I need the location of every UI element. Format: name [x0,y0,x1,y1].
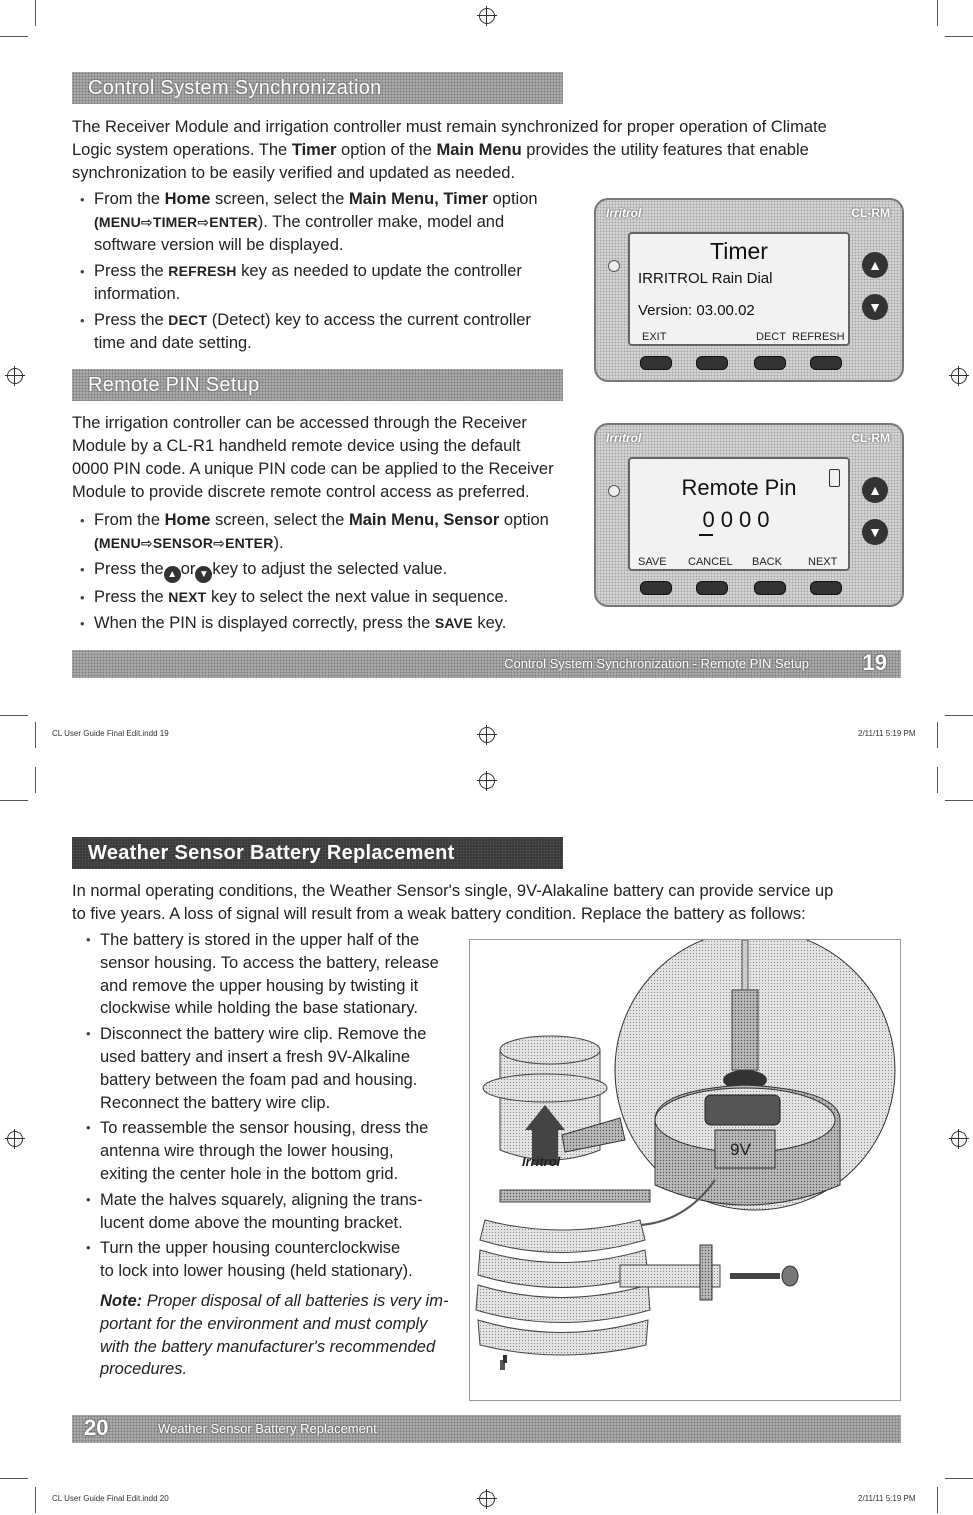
list-item: • When the PIN is displayed correctly, press the SAVE key. [72,612,592,635]
receiver-module-device [594,423,904,607]
softkey-label: NEXT [808,556,838,568]
status-led-icon [608,485,620,497]
crop-mark [937,767,938,793]
registration-mark-icon [7,1131,23,1147]
model-label: CL-RM [851,206,890,220]
screen-line: IRRITROL Rain Dial [638,270,773,287]
crop-mark [937,0,938,26]
softkey-label: EXIT [642,331,667,343]
slug-file: CL User Guide Final Edit.indd 19 [52,729,169,738]
list-item: • From the Home screen, select the Main Menu, Timer option (MENU⇨TIMER⇨ENTER). The controller make, model and software version will be displayed. [72,188,572,257]
screen-title: Remote Pin [681,475,797,500]
crop-mark [35,722,36,748]
instruction-list [72,509,592,638]
lcd-screen [628,457,850,571]
softkey-label: CANCEL [688,556,733,568]
section-heading: Remote PIN Setup [72,369,563,401]
list-item: • Mate the halves squarely, aligning the trans- lucent dome above the mounting bracket. [78,1189,463,1235]
registration-mark-icon [479,1491,495,1507]
footer-label: Weather Sensor Battery Replacement [158,1421,377,1436]
list-item: • Press the DECT (Detect) key to access the current controller time and date setting. [72,309,572,355]
softkey-button[interactable] [696,356,728,370]
screen-line: Version: 03.00.02 [638,302,755,319]
registration-mark-icon [479,8,495,24]
crop-mark [35,1487,36,1513]
softkey-exit-button[interactable] [640,356,672,370]
registration-mark-icon [951,1131,967,1147]
note: Note: Proper disposal of all batteries is very im- portant for the environment and must comply with the battery manufacturer's recommended procedures. [100,1292,449,1379]
crop-mark [0,1478,28,1479]
softkey-dect-button[interactable] [754,356,786,370]
softkey-back-button[interactable] [754,581,786,595]
down-arrow-button[interactable]: ▼ [862,519,888,545]
up-arrow-button[interactable]: ▲ [862,477,888,503]
softkey-refresh-button[interactable] [810,356,842,370]
battery-replacement-figure [469,939,901,1401]
softkey-label: DECT [756,331,786,343]
crop-mark [945,715,973,716]
softkey-label: BACK [752,556,782,568]
softkey-save-button[interactable] [640,581,672,595]
screen-title: Timer [710,238,768,264]
softkey-label: SAVE [638,556,667,568]
crop-mark [0,36,28,37]
crop-mark [35,0,36,26]
section-intro: The Receiver Module and irrigation controller must remain synchronized for proper operation of Climate Logic system operations. The Timer option of the Main Menu provides the utility features that enable synchronization to be easily verified and updated as needed. [72,118,827,182]
status-led-icon [608,260,620,272]
registration-mark-icon [479,727,495,743]
crop-mark [945,800,973,801]
registration-mark-icon [951,368,967,384]
footer-label: Control System Synchronization - Remote PIN Setup [504,656,809,671]
section-heading: Control System Synchronization [72,72,563,104]
battery-label: 9V [730,1140,751,1159]
up-button-icon: ▲ [164,566,181,583]
list-item: • To reassemble the sensor housing, dress the antenna wire through the lower housing, exiting the center hole in the bottom grid. [78,1117,463,1185]
list-item: • Press the ▲ or ▼ key to adjust the selected value. [72,558,592,583]
slug-date: 2/11/11 5:19 PM [858,1494,916,1503]
sensor-illustration [470,940,901,1401]
crop-mark [937,722,938,748]
lcd-screen [628,232,850,346]
section-intro: The irrigation controller can be accessed through the Receiver Module by a CL-R1 handheld remote device using the default 0000 PIN code. A unique PIN code can be applied to the Receiver Module to provide discrete remote control access as preferred. [72,414,554,501]
crop-mark [945,1478,973,1479]
registration-mark-icon [479,773,495,789]
softkey-label: REFRESH [792,331,845,343]
list-item: • Press the REFRESH key as needed to update the controller information. [72,260,572,306]
softkey-cancel-button[interactable] [696,581,728,595]
page-number: 19 [862,650,887,675]
down-arrow-button[interactable]: ▼ [862,294,888,320]
page-footer [72,650,901,678]
brand-logo: Irritrol [606,431,642,445]
pin-display: 0000 [702,507,776,532]
receiver-module-device [594,198,904,382]
brand-logo: Irritrol [606,206,642,220]
crop-mark [35,767,36,793]
crop-mark [0,715,28,716]
page-footer [72,1415,901,1443]
instruction-list [72,188,572,358]
instruction-list [78,929,463,1286]
up-arrow-button[interactable]: ▲ [862,252,888,278]
list-item: • From the Home screen, select the Main Menu, Sensor option (MENU⇨SENSOR⇨ENTER). [72,509,592,555]
list-item: • The battery is stored in the upper half of the sensor housing. To access the battery, release and remove the upper housing by twisting it clockwise while holding the base stationary. [78,929,463,1020]
down-button-icon: ▼ [195,566,212,583]
brand-logo: Irritrol [522,1154,561,1169]
list-item: • Turn the upper housing counterclockwise to lock into lower housing (held stationary). [78,1237,463,1283]
model-label: CL-RM [851,431,890,445]
pin-cursor [699,534,713,536]
remove-label: REMOVE [563,1167,604,1187]
section-intro: In normal operating conditions, the Weather Sensor's single, 9V-Alakaline battery can provide service up to five years. A loss of signal will result from a weak battery condition. Replace the battery as follows: [72,882,834,923]
section-heading: Weather Sensor Battery Replacement [72,837,563,869]
softkey-next-button[interactable] [810,581,842,595]
crop-mark [945,36,973,37]
crop-mark [0,800,28,801]
slug-date: 2/11/11 5:19 PM [858,729,916,738]
list-item: • Disconnect the battery wire clip. Remove the used battery and insert a fresh 9V-Alkaline battery between the foam pad and housing. Reconnect the battery wire clip. [78,1023,463,1114]
registration-mark-icon [7,368,23,384]
crop-mark [937,1487,938,1513]
page-number: 20 [84,1415,109,1440]
slug-file: CL User Guide Final Edit.indd 20 [52,1494,169,1503]
list-item: • Press the NEXT key to select the next value in sequence. [72,586,592,609]
remote-icon [829,469,840,487]
